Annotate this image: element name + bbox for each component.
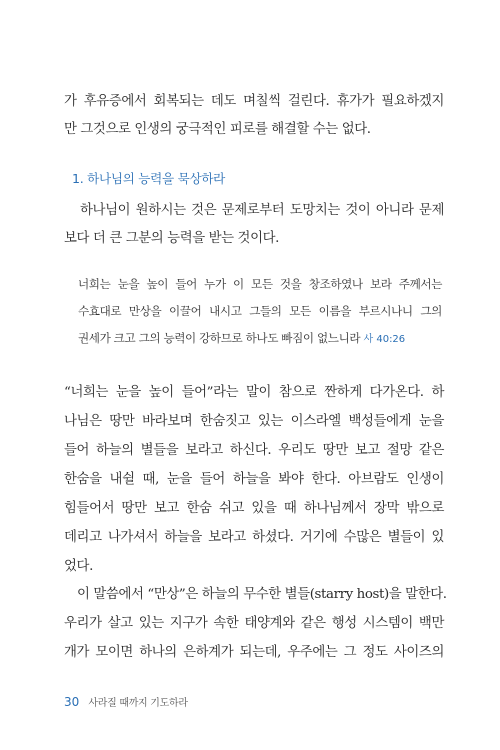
paragraph-line: 보다 더 큰 그분의 능력을 받는 것이다.: [64, 231, 280, 246]
section-heading: 1. 하나님의 능력을 묵상하라: [72, 171, 226, 186]
scripture-reference: 사 40:26: [363, 334, 406, 345]
quote-text: 권세가 크고 그의 능력이 강하므로 하나도 빠짐이 없느니라: [78, 331, 361, 345]
paragraph-line: “너희는 눈을 높이 들어”라는 말이 참으로 짠하게 다가온다. 하: [64, 385, 444, 400]
paragraph-line: 데리고 나가셔서 하늘을 보라고 하셨다. 거기에 수많은 별들이 있: [64, 530, 444, 545]
quote-line-last: [78, 330, 442, 346]
paragraph-line: 만 그것으로 인생의 궁극적인 피로를 해결할 수는 없다.: [64, 122, 371, 137]
page-footer: [64, 691, 188, 710]
paragraph-line: 우리가 살고 있는 지구가 속한 태양계와 같은 행성 시스템이 백만: [64, 616, 444, 631]
paragraph-line: 이 말씀에서 “만상”은 하늘의 무수한 별들(starry host)을 말한다.: [77, 587, 447, 602]
paragraph-line: 었다.: [64, 559, 93, 574]
quote-line: 너희는 눈을 높이 들어 누가 이 모든 것을 창조하였나 보라 주께서는: [78, 277, 442, 291]
quote-line: 수효대로 만상을 이끌어 내시고 그들의 모든 이름을 부르시나니 그의: [78, 304, 442, 318]
paragraph-line: 힘들어서 땅만 보고 한숨 쉬고 있을 때 하나님께서 장막 밖으로: [64, 501, 444, 516]
paragraph-line: 가 후유증에서 회복되는 데도 며칠씩 걸린다. 휴가가 필요하겠지: [64, 94, 444, 109]
paragraph-line: 하나님이 원하시는 것은 문제로부터 도망치는 것이 아니라 문제: [80, 203, 444, 218]
paragraph-line: 나님은 땅만 바라보며 한숨짓고 있는 이스라엘 백성들에게 눈을: [64, 414, 444, 429]
page-number: 30: [64, 695, 80, 709]
running-title: 사라질 때까지 기도하라: [88, 698, 188, 709]
paragraph-line: 개가 모이면 하나의 은하계가 되는데, 우주에는 그 정도 사이즈의: [64, 645, 444, 660]
paragraph-line: 들어 하늘의 별들을 보라고 하신다. 우리도 땅만 보고 절망 같은: [64, 443, 444, 458]
paragraph-line: 한숨을 내쉴 때, 눈을 들어 하늘을 봐야 한다. 아브람도 인생이: [64, 472, 444, 487]
